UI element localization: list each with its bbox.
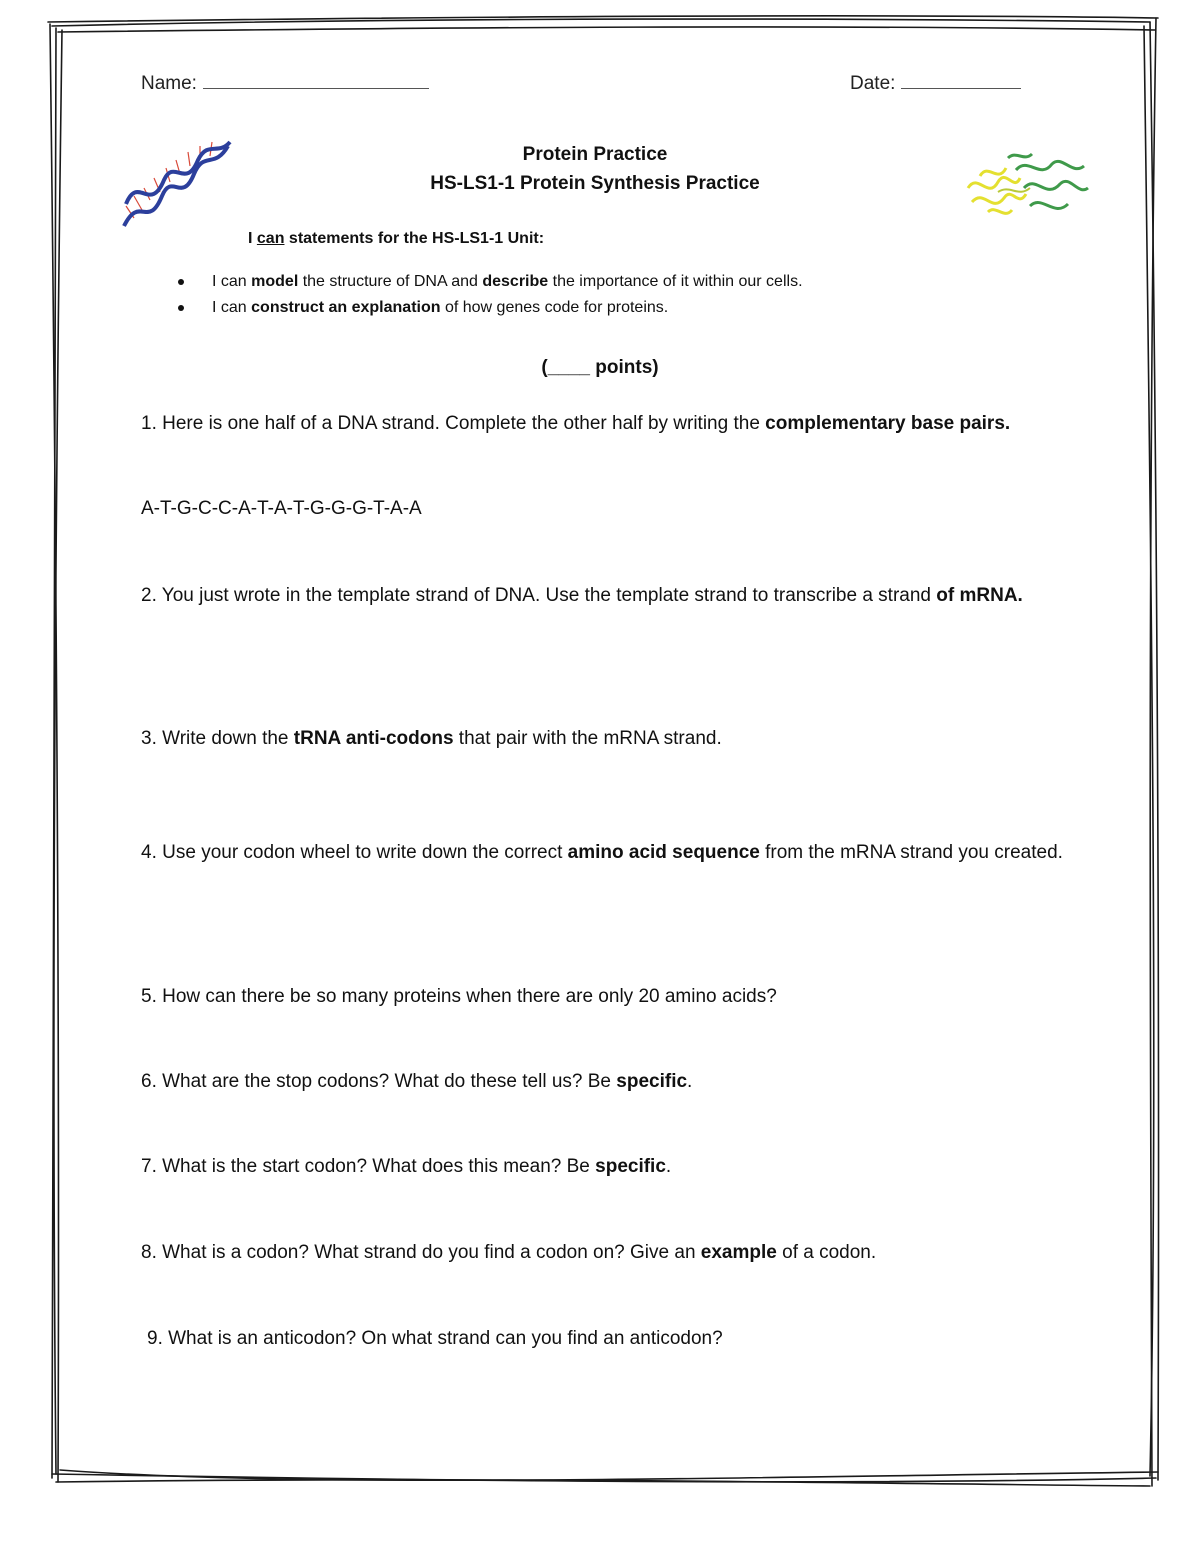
- question-text: of a codon.: [776, 1242, 877, 1263]
- bullet-icon: [178, 279, 184, 285]
- list-item: [172, 272, 803, 292]
- question-text: 7. What is the start codon? What does this mean? Be: [141, 1156, 596, 1177]
- question-bold: of mRNA.: [936, 585, 1023, 606]
- date-field[interactable]: [850, 73, 1021, 95]
- question-bold: specific: [595, 1156, 666, 1177]
- date-label: Date:: [850, 73, 896, 94]
- question-bold: tRNA anti-codons: [293, 728, 454, 749]
- question-text: 4. Use your codon wheel to write down the correct: [141, 842, 568, 863]
- item-text: I can: [212, 273, 252, 290]
- question-6: [141, 1067, 1071, 1096]
- question-text: .: [665, 1156, 672, 1177]
- question-bold: specific: [616, 1071, 688, 1092]
- question-text: .: [687, 1071, 693, 1092]
- question-text: 6. What are the stop codons? What do these tell us? Be: [141, 1071, 617, 1092]
- name-field[interactable]: [141, 73, 429, 95]
- worksheet-subtitle: HS-LS1-1 Protein Synthesis Practice: [430, 173, 760, 194]
- can-statements-list: [172, 272, 803, 324]
- date-blank[interactable]: [901, 74, 1021, 89]
- heading-rest: statements for the HS-LS1-1 Unit:: [284, 230, 545, 247]
- item-text: of how genes code for proteins.: [440, 299, 669, 316]
- can-statements-heading: [248, 230, 544, 248]
- name-label: Name:: [141, 73, 197, 94]
- question-bold: example: [700, 1242, 777, 1263]
- question-text: 2. You just wrote in the template strand of DNA. Use the template strand to transcribe a strand: [141, 585, 937, 606]
- bullet-icon: [178, 305, 184, 311]
- question-bold: complementary base pairs.: [765, 413, 1011, 434]
- question-2: [141, 581, 1071, 610]
- item-text: I can: [212, 299, 252, 316]
- dna-strand: A-T-G-C-C-A-T-A-T-G-G-G-T-A-A: [141, 498, 422, 519]
- name-blank[interactable]: [203, 74, 429, 89]
- list-item: [172, 298, 803, 318]
- question-5: 5. How can there be so many proteins when there are only 20 amino acids?: [141, 986, 777, 1007]
- item-text: the importance of it within our cells.: [548, 273, 803, 290]
- worksheet-title: Protein Practice: [522, 144, 668, 165]
- item-text: the structure of DNA and: [298, 273, 483, 290]
- points-total: (____ points): [541, 357, 659, 378]
- question-text: 8. What is a codon? What strand do you find a codon on? Give an: [141, 1242, 701, 1263]
- question-text: 1. Here is one half of a DNA strand. Complete the other half by writing the: [141, 413, 766, 434]
- question-8: [141, 1238, 1071, 1267]
- heading-can: can: [256, 230, 285, 247]
- question-3: [141, 724, 1071, 753]
- question-text: that pair with the mRNA strand.: [453, 728, 722, 749]
- item-bold: describe: [482, 273, 549, 290]
- question-text: 3. Write down the: [141, 728, 294, 749]
- question-4: [141, 838, 1071, 867]
- question-9: 9. What is an anticodon? On what strand can you find an anticodon?: [147, 1328, 723, 1349]
- heading-prefix: I: [248, 230, 257, 247]
- item-bold: construct an explanation: [251, 299, 441, 316]
- question-text: from the mRNA strand you created.: [759, 842, 1063, 863]
- question-bold: amino acid sequence: [567, 842, 760, 863]
- question-1: [141, 409, 1071, 438]
- question-7: [141, 1152, 1071, 1181]
- item-bold: model: [251, 273, 299, 290]
